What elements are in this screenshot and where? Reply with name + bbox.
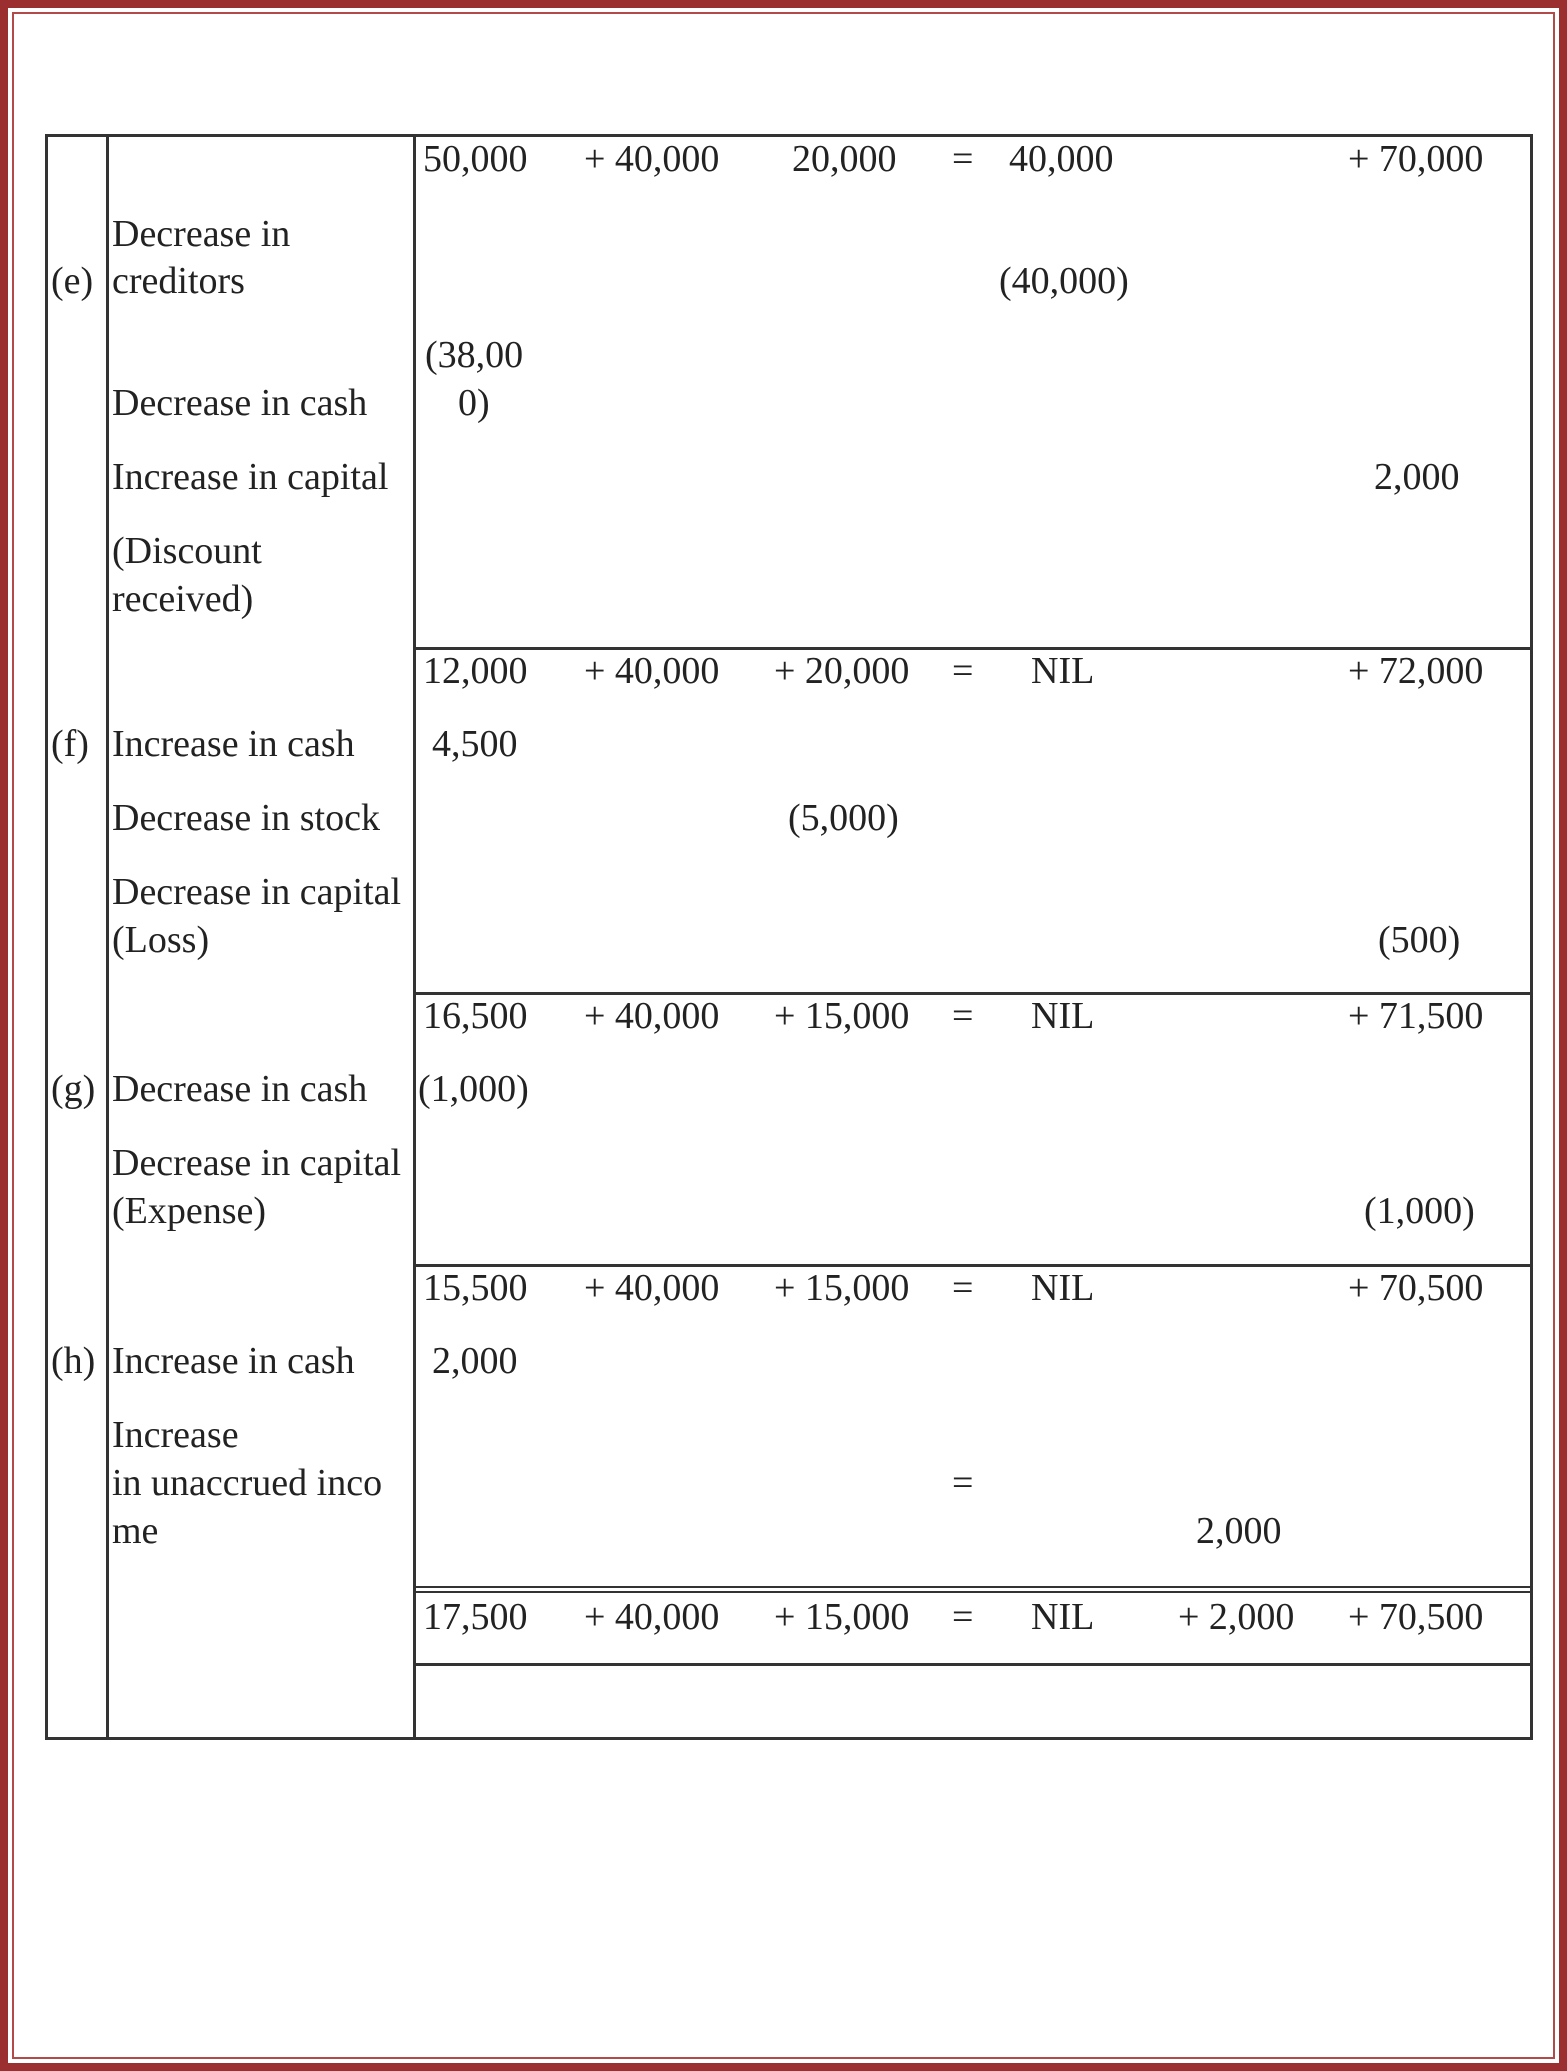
f-change-cash: 4,500 [432, 723, 518, 765]
closing-creditors: NIL [1031, 1596, 1095, 1638]
g-open-capital: + 71,500 [1348, 995, 1484, 1037]
e-change-cash-b: 0) [458, 382, 490, 424]
desc-g-expense: (Expense) [112, 1190, 267, 1232]
closing-unaccrued: + 2,000 [1178, 1596, 1295, 1638]
e-open-eq: = [952, 138, 974, 180]
desc-e-decrease-cash: Decrease in cash [112, 382, 368, 424]
desc-f-loss: (Loss) [112, 919, 210, 961]
row-divider-h-a [416, 1586, 1530, 1588]
col-divider-label [106, 137, 109, 1737]
h-open-eq: = [952, 1267, 974, 1309]
f-open-capital: + 72,000 [1348, 650, 1484, 692]
e-open-capital: + 70,000 [1348, 138, 1484, 180]
desc-h-increase: Increase [112, 1414, 239, 1456]
desc-e-creditors: creditors [112, 260, 245, 302]
row-divider-closing [416, 1663, 1530, 1666]
desc-f-decrease-stock: Decrease in stock [112, 797, 380, 839]
section-label-e: (e) [51, 260, 94, 302]
closing-cash: 17,500 [423, 1596, 528, 1638]
desc-h-unaccrued-inco: in unaccrued inco [112, 1462, 383, 1504]
f-open-debtors: + 40,000 [584, 650, 720, 692]
f-open-eq: = [952, 650, 974, 692]
e-change-capital: 2,000 [1374, 456, 1460, 498]
desc-e-increase-capital: Increase in capital [112, 456, 389, 498]
g-change-cash: (1,000) [418, 1068, 529, 1110]
desc-e-decrease-in: Decrease in [112, 213, 291, 255]
section-label-h: (h) [51, 1340, 96, 1382]
desc-f-increase-cash: Increase in cash [112, 723, 355, 765]
e-change-cash-a: (38,00 [425, 334, 524, 376]
h-change-eq: = [952, 1462, 974, 1504]
e-open-cash: 50,000 [423, 138, 528, 180]
h-open-debtors: + 40,000 [584, 1267, 720, 1309]
e-open-creditors: 40,000 [1009, 138, 1114, 180]
h-open-capital: + 70,500 [1348, 1267, 1484, 1309]
f-change-stock: (5,000) [788, 797, 899, 839]
f-open-creditors: NIL [1031, 650, 1095, 692]
col-divider-description [413, 137, 416, 1737]
closing-debtors: + 40,000 [584, 1596, 720, 1638]
desc-h-me: me [112, 1510, 159, 1552]
g-change-capital: (1,000) [1364, 1190, 1475, 1232]
f-open-cash: 12,000 [423, 650, 528, 692]
h-change-unaccrued: 2,000 [1196, 1510, 1282, 1552]
desc-e-discount: (Discount [112, 530, 262, 572]
accounting-equation-table [45, 134, 1533, 1740]
desc-g-decrease-capital: Decrease in capital [112, 1142, 402, 1184]
g-open-creditors: NIL [1031, 995, 1095, 1037]
f-change-capital: (500) [1378, 919, 1461, 961]
h-change-cash: 2,000 [432, 1340, 518, 1382]
desc-g-decrease-cash: Decrease in cash [112, 1068, 368, 1110]
g-open-cash: 16,500 [423, 995, 528, 1037]
e-open-stock: 20,000 [792, 138, 897, 180]
closing-stock: + 15,000 [774, 1596, 910, 1638]
h-open-creditors: NIL [1031, 1267, 1095, 1309]
section-label-g: (g) [51, 1068, 96, 1110]
h-open-stock: + 15,000 [774, 1267, 910, 1309]
g-open-eq: = [952, 995, 974, 1037]
section-label-f: (f) [51, 723, 89, 765]
e-change-creditors: (40,000) [999, 260, 1129, 302]
f-open-stock: + 20,000 [774, 650, 910, 692]
g-open-debtors: + 40,000 [584, 995, 720, 1037]
g-open-stock: + 15,000 [774, 995, 910, 1037]
desc-e-received: received) [112, 578, 254, 620]
h-open-cash: 15,500 [423, 1267, 528, 1309]
closing-eq: = [952, 1596, 974, 1638]
e-open-debtors: + 40,000 [584, 138, 720, 180]
desc-h-increase-cash: Increase in cash [112, 1340, 355, 1382]
closing-capital: + 70,500 [1348, 1596, 1484, 1638]
desc-f-decrease-capital: Decrease in capital [112, 871, 402, 913]
